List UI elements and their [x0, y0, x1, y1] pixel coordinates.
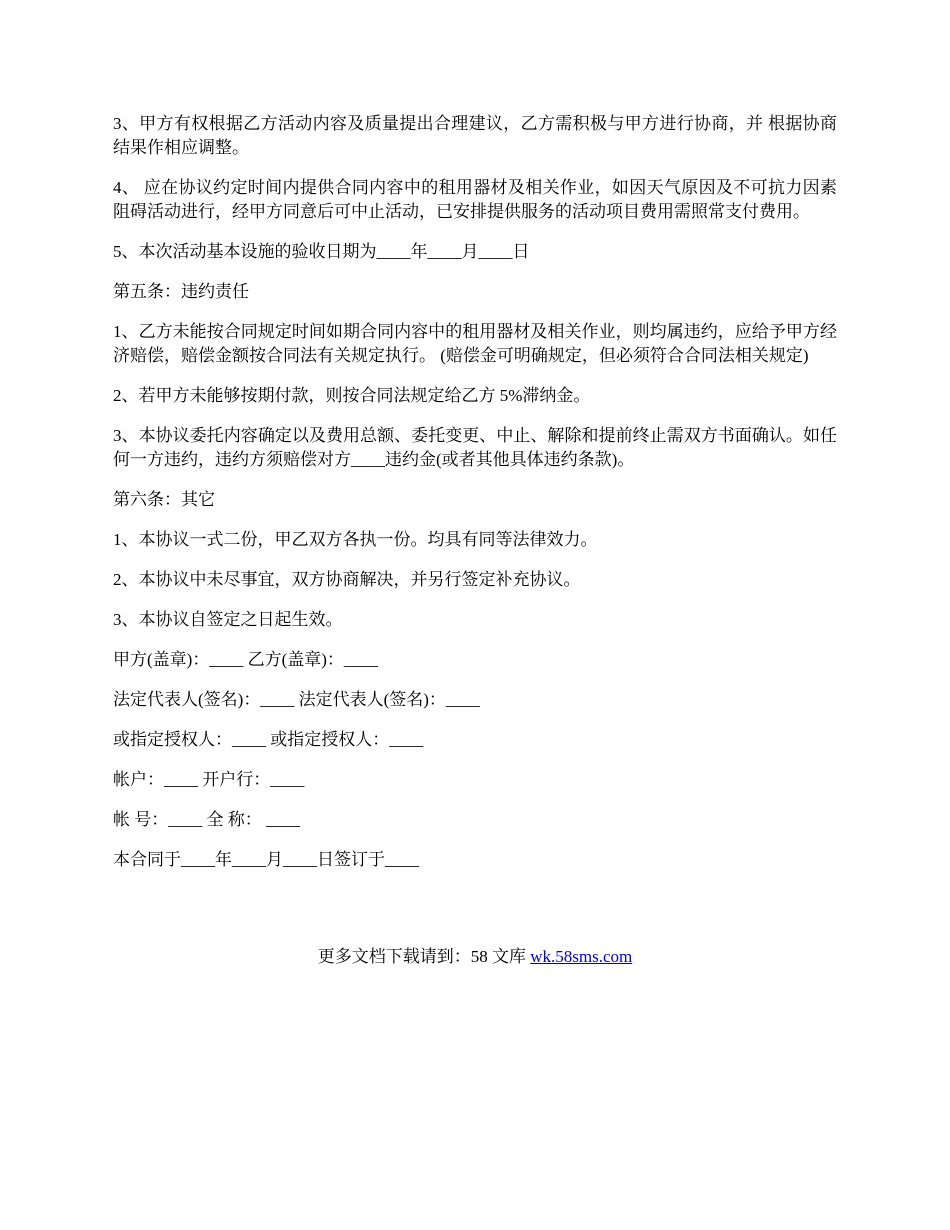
footer	[0, 945, 950, 969]
footer-text: 更多文档下载请到：58 文库	[317, 947, 531, 966]
clause-5-acceptance-date: 5、本次活动基本设施的验收日期为____年____月____日	[113, 242, 530, 261]
other-clause-1: 1、本协议一式二份，甲乙双方各执一份。均具有同等法律效力。	[113, 530, 598, 549]
signature-authorized-line: 或指定授权人：____ 或指定授权人：____	[113, 730, 424, 749]
document-body	[113, 112, 837, 888]
other-clause-2: 2、本协议中未尽事宜，双方协商解决，并另行签定补充协议。	[113, 570, 581, 589]
signature-seal-line: 甲方(盖章)：____ 乙方(盖章)：____	[113, 650, 378, 669]
breach-clause-2: 2、若甲方未能够按期付款，则按合同法规定给乙方 5%滞纳金。	[113, 386, 591, 405]
account-bank-line: 帐户：____ 开户行：____	[113, 770, 305, 789]
other-clause-3: 3、本协议自签定之日起生效。	[113, 610, 343, 629]
clause-3-suggestion: 3、甲方有权根据乙方活动内容及质量提出合理建议，乙方需积极与甲方进行协商，并 根据协商结果作相应调整。	[113, 114, 837, 157]
section-5-heading: 第五条：违约责任	[113, 282, 249, 301]
footer-link[interactable]: wk.58sms.com	[530, 947, 633, 966]
signature-representative-line: 法定代表人(签名)：____ 法定代表人(签名)：____	[113, 690, 480, 709]
signing-date-line: 本合同于____年____月____日签订于____	[113, 850, 419, 869]
section-6-heading: 第六条：其它	[113, 490, 215, 509]
breach-clause-1: 1、乙方未能按合同规定时间如期合同内容中的租用器材及相关作业，则均属违约，应给予甲方经济赔偿，赔偿金额按合同法有关规定执行。 (赔偿金可明确规定，但必须符合合同法相关规定)	[113, 322, 837, 365]
breach-clause-3: 3、本协议委托内容确定以及费用总额、委托变更、中止、解除和提前终止需双方书面确认。如任何一方违约，违约方须赔偿对方____违约金(或者其他具体违约条款)。	[113, 426, 837, 469]
clause-4-equipment: 4、 应在协议约定时间内提供合同内容中的租用器材及相关作业，如因天气原因及不可抗力因素阻碍活动进行，经甲方同意后可中止活动，已安排提供服务的活动项目费用需照常支付费用。	[113, 178, 837, 221]
account-number-line: 帐 号：____ 全 称： ____	[113, 810, 300, 829]
